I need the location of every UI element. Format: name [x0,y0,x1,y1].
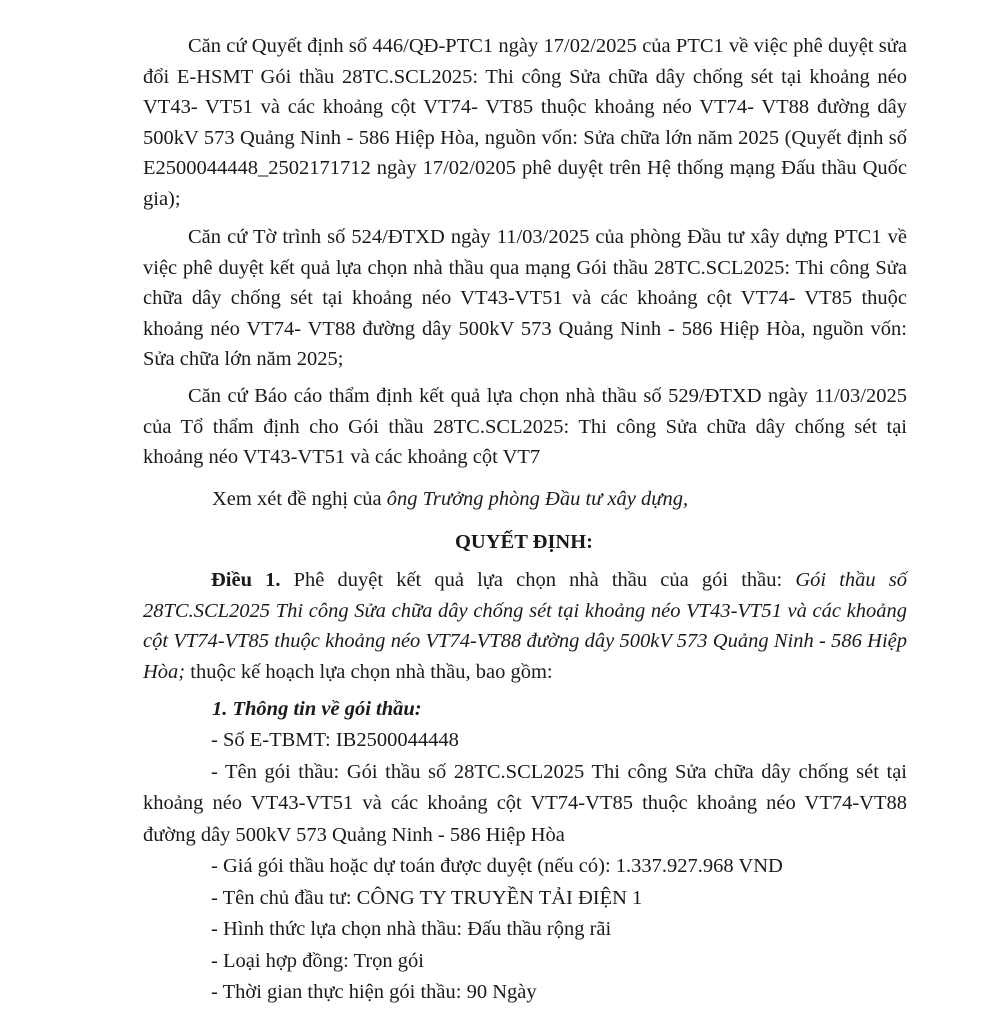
paragraph-basis-submission-524 [143,222,907,375]
list-item-investor: - Tên chủ đầu tư: CÔNG TY TRUYỀN TẢI ĐIỆN 1 [211,886,643,909]
list-item-tbmt: - Số E-TBMT: IB2500044448 [211,729,459,751]
consideration-line [212,484,688,514]
section-1-title: 1. Thông tin về gói thầu: [212,698,422,720]
article-1-paragraph [143,565,907,687]
list-item-selection-method: - Hình thức lựa chọn nhà thầu: Đấu thầu rộng rãi [211,918,612,940]
paragraph-text: Căn cứ Quyết định số 446/QĐ-PTC1 ngày 17/02/2025 của PTC1 về việc phê duyệt sửa đổi E-HSMT Gói thầu 28TC.SCL2025: Thi công Sửa chữa dây chống sét tại khoảng néo VT43- VT51 và các khoảng cột VT74- VT85 thuộc khoảng néo VT74- VT88 đường dây 500kV 573 Quảng Ninh - 586 Hiệp Hòa, nguồn vốn: Sửa chữa lớn năm 2025 (Quyết định số E2500044448_2502171712 ngày 17/02/0205 phê duyệt trên Hệ thống mạng Đấu thầu Quốc gia); [143,35,907,210]
consideration-prefix: Xem xét đề nghị của [212,488,387,510]
article-1-label: Điều 1. [211,569,281,591]
paragraph-basis-decision-446 [143,31,907,215]
paragraph-text: Căn cứ Báo cáo thẩm định kết quả lựa chọn nhà thầu số 529/ĐTXD ngày 11/03/2025 của Tổ thẩm định cho Gói thầu 28TC.SCL2025: Thi công Sửa chữa dây chống sét tại khoảng néo VT43-VT51 và các khoảng cột VT7 [143,385,907,469]
article-1-text: Phê duyệt kết quả lựa chọn nhà thầu của gói thầu: [280,569,796,591]
article-1 [143,565,907,687]
list-item-package-price: - Giá gói thầu hoặc dự toán được duyệt (nếu có): 1.337.927.968 VND [211,855,783,877]
article-1-package-name: Gói thầu số 28TC.SCL2025 Thi công Sửa chữa dây chống sét tại khoảng néo VT43-VT51 và các khoảng cột VT74-VT85 thuộc khoảng néo VT74-VT88 đường dây 500kV 573 Quảng Ninh - 586 Hiệp Hòa; [143,569,907,683]
list-item-contract-type: - Loại hợp đồng: Trọn gói [211,949,425,972]
list-item-package-name: - Tên gói thầu: Gói thầu số 28TC.SCL2025 Thi công Sửa chữa dây chống sét tại khoảng néo VT43-VT51 và các khoảng cột VT74-VT85 thuộc khoảng néo VT74-VT88 đường dây 500kV 573 Quảng Ninh - 586 Hiệp Hòa [143,760,907,846]
list-item-duration: - Thời gian thực hiện gói thầu: 90 Ngày [211,981,537,1003]
consideration-proposer: ông Trưởng phòng Đầu tư xây dựng, [386,488,689,510]
article-1-suffix: thuộc kế hoạch lựa chọn nhà thầu, bao gồm: [185,660,553,683]
package-info-list [143,725,907,1009]
paragraph-text: Căn cứ Tờ trình số 524/ĐTXD ngày 11/03/2025 của phòng Đầu tư xây dựng PTC1 về việc phê duyệt kết quả lựa chọn nhà thầu qua mạng Gói thầu 28TC.SCL2025: Thi công Sửa chữa dây chống sét tại khoảng néo VT43-VT51 và các khoảng cột VT74- VT85 thuộc khoảng néo VT74- VT88 đường dây 500kV 573 Quảng Ninh - 586 Hiệp Hòa, nguồn vốn: Sửa chữa lớn năm 2025; [143,226,907,371]
paragraph-basis-report-529 [143,381,907,473]
decision-heading: QUYẾT ĐỊNH: [454,531,593,553]
